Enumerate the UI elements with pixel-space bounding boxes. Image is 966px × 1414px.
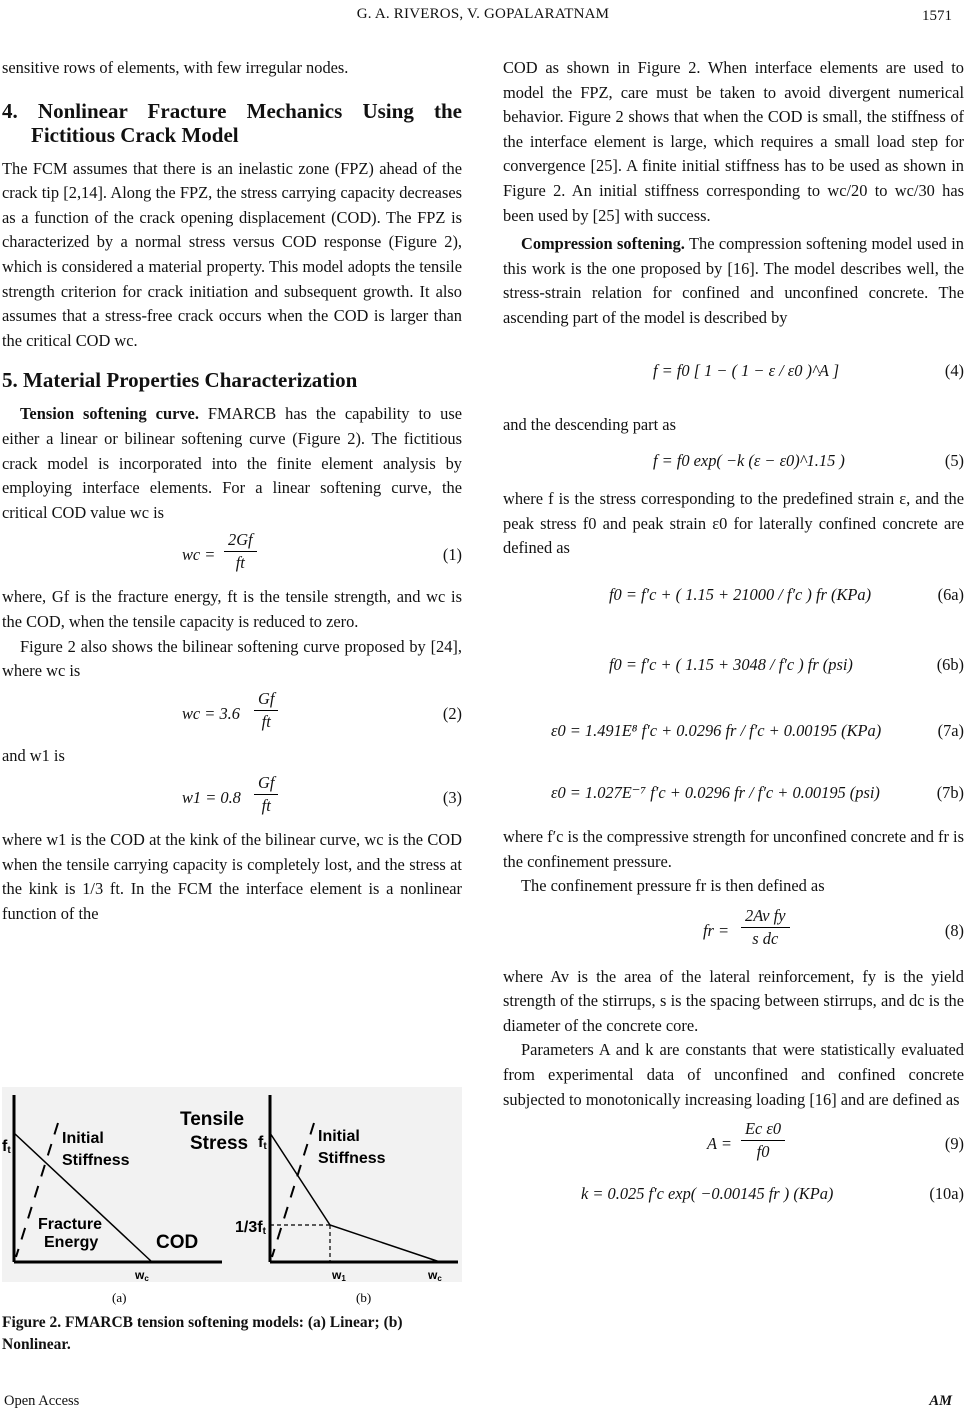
equation-lhs: fr = <box>703 920 730 940</box>
open-access-label: Open Access <box>4 1393 80 1409</box>
equation-fraction <box>224 529 257 574</box>
paragraph <box>2 402 462 525</box>
ft-label-a: ft <box>2 1138 11 1156</box>
equation-7b <box>503 763 964 825</box>
initial-label-a: Initial <box>62 1130 104 1147</box>
equation-expression: ε0 = 1.491E⁸ f′c + 0.0296 fr / f′c + 0.00195 (KPa) <box>551 720 882 740</box>
equation-number: (6a) <box>937 584 964 604</box>
figure-caption: Figure 2. FMARCB tension softening models: (a) Linear; (b) Nonlinear. <box>2 1314 403 1353</box>
paragraph: The confinement pressure fr is then defined as <box>521 876 825 896</box>
equation-number: (3) <box>442 788 462 808</box>
paragraph: where Av is the area of the lateral reinforcement, fy is the yield strength of the stirrups, s is the spacing between stirrups, and dc is the diameter of the concrete core. <box>503 966 964 1035</box>
equation-number: (7a) <box>937 720 964 740</box>
equation-5 <box>503 437 964 487</box>
numerator: 2Gf <box>224 529 257 552</box>
equation-fraction <box>254 772 278 817</box>
page-number: 1571 <box>922 8 952 24</box>
paragraph: The FCM assumes that there is an inelastic zone (FPZ) ahead of the crack tip [2,14]. Along the FPZ, the stress carrying capacity decreases as a function of the crack opening displacement (COD). The FPZ is characterized by a normal stress versus COD response (Figure 2), which is considered a material property. This model adopts the tensile strength criterion for crack initiation and subsequent growth. It also assumes that a stress-free crack occurs when the COD is larger than the critical COD wc. <box>2 158 462 350</box>
ft-label-b: ft <box>258 1134 267 1152</box>
right-column <box>503 56 964 1218</box>
paragraph: COD as shown in Figure 2. When interface elements are used to model the FPZ, care must be taken to avoid divergent numerical behavior. Figure 2 shows that when the COD is small, the stiffness of the interface element is large, which requires a small load step for convergence [25]. A finite initial stiffness has to be used as shown in Figure 2. An initial stiffness corresponding to wc/20 to wc/30 has been used by [25] with success. <box>503 58 964 225</box>
denominator: ft <box>235 553 245 573</box>
denominator: ft <box>261 796 271 816</box>
equation-expression: f0 = f′c + ( 1.15 + 3048 / f′c ) fr (psi) <box>609 654 853 674</box>
equation-number: (4) <box>944 360 964 380</box>
equation-3 <box>2 768 462 828</box>
equation-number: (5) <box>944 451 964 471</box>
equation-number: (2) <box>442 703 462 723</box>
equation-1 <box>2 525 462 585</box>
equation-expression: k = 0.025 f′c exp( −0.00145 fr ) (KPa) <box>581 1184 834 1204</box>
denominator: s dc <box>752 928 779 948</box>
tensile-label: Tensile <box>180 1109 245 1130</box>
equation-fraction <box>741 1118 785 1163</box>
stress-label: Stress <box>190 1133 249 1154</box>
paragraph-lead: Tension softening curve. <box>20 404 199 424</box>
running-authors: G. A. RIVEROS, V. GOPALARATNAM <box>356 6 610 22</box>
initial-label-b: Initial <box>318 1128 360 1145</box>
section-heading-5: 5. Material Properties Characterization <box>2 368 358 393</box>
denominator: f0 <box>756 1142 770 1162</box>
numerator: 2Av fy <box>741 905 790 928</box>
section-heading-4: 4. Nonlinear Fracture Mechanics Using the Fictitious Crack Model <box>2 98 462 147</box>
paragraph-lead: Compression softening. <box>521 234 685 254</box>
equation-fraction <box>254 688 278 733</box>
equation-expression: f = f0 exp( −k (ε − ε0)^1.15 ) <box>653 451 845 471</box>
numerator: Gf <box>254 688 278 711</box>
wc-label-b: wc <box>428 1268 442 1283</box>
left-column <box>2 56 462 927</box>
stiffness-label-a: Stiffness <box>62 1152 130 1169</box>
page-header <box>0 0 966 30</box>
paragraph: and the descending part as <box>503 414 676 434</box>
equation-number: (10a) <box>929 1184 964 1204</box>
numerator: Gf <box>254 772 278 795</box>
paragraph-text: The compression softening model used in this work is the one proposed by [16]. The model describes well, the stress-strain relation for confined and unconfined concrete. The ascending part of the model is described by <box>503 234 964 327</box>
figure-2 <box>2 1087 462 1307</box>
denominator: ft <box>261 711 271 731</box>
equation-fraction <box>741 905 790 950</box>
equation-number: (1) <box>442 545 462 565</box>
equation-expression: f0 = f′c + ( 1.15 + 21000 / f′c ) fr (KPa) <box>609 584 872 604</box>
paragraph: where, Gf is the fracture energy, ft is the tensile strength, and wc is the COD, when the tensile capacity is reduced to zero. <box>2 587 462 631</box>
softening-diagram <box>2 1087 462 1307</box>
equation-8 <box>503 899 964 965</box>
paragraph-text: FMARCB has the capability to use either a linear or bilinear softening curve (Figure 2). The fictitious crack model is incorporated into the finite element analysis by employing interface elements. For a linear softening curve, the critical COD value wc is <box>2 404 462 522</box>
equation-9 <box>503 1112 964 1178</box>
paragraph: where f′c is the compressive strength for unconfined concrete and fr is the confinement pressure. <box>503 826 964 871</box>
paragraph: and w1 is <box>2 745 65 765</box>
subfigure-label-a: (a) <box>112 1290 127 1305</box>
paragraph: Parameters A and k are constants that were statistically evaluated from experimental data of unconfined and confined concrete subjected to monotonically increasing loading [16] and are defined as <box>503 1040 964 1109</box>
equation-number: (7b) <box>936 782 964 802</box>
subfigure-label-b: (b) <box>356 1290 372 1305</box>
journal-abbrev: AM <box>929 1393 952 1409</box>
equation-lhs: wc = 3.6 <box>182 703 240 723</box>
paragraph <box>503 232 964 330</box>
paragraph: sensitive rows of elements, with few irregular nodes. <box>2 58 349 77</box>
equation-number: (6b) <box>936 654 964 674</box>
equation-number: (8) <box>944 920 964 940</box>
paragraph: where f is the stress corresponding to the predefined strain ε, and the peak stress f0 and peak strain ε0 for laterally confined concrete are defined as <box>503 489 964 558</box>
equation-lhs: wc = <box>182 545 216 565</box>
equation-lhs: A = <box>707 1134 732 1154</box>
third-ft-label: 1/3ft <box>235 1219 266 1237</box>
equation-4 <box>503 331 964 413</box>
equation-7a <box>503 701 964 763</box>
numerator: Ec ε0 <box>741 1118 785 1141</box>
page-footer <box>0 1393 966 1413</box>
equation-6b <box>503 631 964 701</box>
equation-10a <box>503 1178 964 1218</box>
equation-number: (9) <box>944 1134 964 1154</box>
equation-expression: f = f0 [ 1 − ( 1 − ε / ε0 )^A ] <box>653 360 840 380</box>
equation-6a <box>503 561 964 631</box>
fracture-label: Fracture <box>38 1216 103 1233</box>
energy-label: Energy <box>44 1234 99 1251</box>
cod-label: COD <box>156 1232 199 1253</box>
wc-label-a: wc <box>135 1268 149 1283</box>
equation-2 <box>2 684 462 744</box>
paragraph: where w1 is the COD at the kink of the bilinear curve, wc is the COD when the tensile carrying capacity is completely lost, and the stress at the kink is 1/3 ft. In the FCM the interface element is a nonlinear function of the <box>2 830 462 924</box>
w1-label: w1 <box>332 1268 346 1283</box>
stiffness-label-b: Stiffness <box>318 1150 386 1167</box>
equation-expression: ε0 = 1.027E⁻⁷ f′c + 0.0296 fr / f′c + 0.00195 (psi) <box>551 782 880 802</box>
paragraph: Figure 2 also shows the bilinear softening curve proposed by [24], where wc is <box>2 636 462 681</box>
equation-lhs: w1 = 0.8 <box>182 788 241 808</box>
